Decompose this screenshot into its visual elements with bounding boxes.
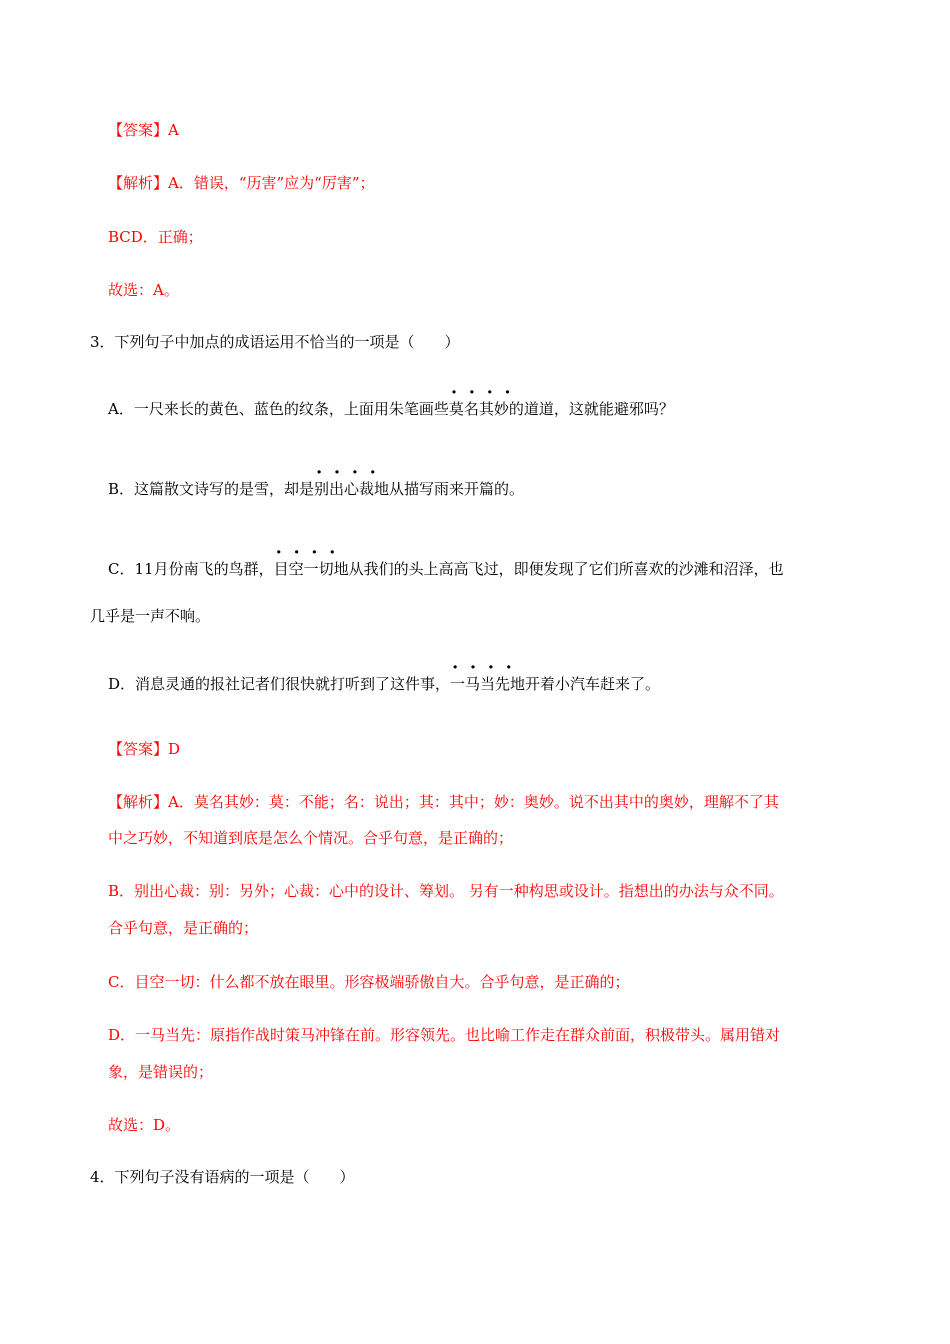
- option-c-post: 地从我们的头上高高飞过，即便发现了它们所喜欢的沙滩和沼泽，也: [333, 560, 784, 578]
- q3-analysis-b-line1: B．别出心裁：别：另外；心裁：心中的设计、筹划。 另有一种构思或设计。指想出的办法与众不同。: [108, 882, 784, 900]
- q3-option-d: [108, 674, 660, 694]
- option-c-emphasized-idiom: · · · · 目空一切: [274, 559, 334, 579]
- option-a-post: 的道道，这就能避邪吗？: [508, 400, 674, 418]
- q2-conclusion: 故选：A。: [108, 281, 179, 299]
- q3-analysis-c-line1: C．目空一切：什么都不放在眼里。形容极端骄傲自大。合乎句意，是正确的；: [108, 973, 630, 991]
- q3-analysis-d-line2: 象，是错误的；: [108, 1063, 214, 1081]
- option-b-post: 地从描写雨来开篇的。: [374, 480, 525, 498]
- option-d-post: 地开着小汽车赶来了。: [510, 675, 661, 693]
- q2-analysis-line2: BCD．正确；: [108, 228, 203, 246]
- option-a-pre: A．一尺来长的黄色、蓝色的纹条，上面用朱笔画些: [108, 400, 449, 418]
- option-c-pre: C．11月份南飞的鸟群，: [108, 560, 274, 578]
- q3-analysis-a-line1: 【解析】A．莫名其妙：莫：不能；名：说出；其：其中；妙：奥妙。说不出其中的奥妙，理解不了其: [108, 793, 779, 811]
- q3-analysis-a-line2: 中之巧妙，不知道到底是怎么个情况。合乎句意，是正确的；: [108, 829, 514, 847]
- q3-stem: 3．下列句子中加点的成语运用不恰当的一项是（ ）: [90, 333, 460, 351]
- q2-answer: 【答案】A: [108, 121, 179, 139]
- option-d-pre: D．消息灵通的报社记者们很快就打听到了这件事，: [108, 675, 451, 693]
- q3-answer: 【答案】D: [108, 740, 181, 758]
- q3-analysis-d-line1: D．一马当先：原指作战时策马冲锋在前。形容领先。也比喻工作走在群众前面，积极带头。属用错对: [108, 1026, 781, 1044]
- q3-option-c-line2: 几乎是一声不响。: [90, 607, 211, 625]
- q3-analysis-b-line2: 合乎句意，是正确的；: [108, 919, 259, 937]
- q3-option-a: [108, 399, 674, 419]
- option-b-emphasized-idiom: · · · · 别出心裁: [314, 479, 374, 499]
- q2-analysis-line1: 【解析】A．错误，“历害”应为“厉害”；: [108, 174, 375, 192]
- q3-conclusion: 故选：D。: [108, 1116, 181, 1134]
- option-a-emphasized-idiom: · · · · 莫名其妙: [449, 399, 509, 419]
- q3-option-b: [108, 479, 524, 499]
- q4-stem: 4．下列句子没有语病的一项是（ ）: [90, 1168, 355, 1186]
- option-d-emphasized-idiom: · · · · 一马当先: [450, 674, 510, 694]
- option-b-pre: B．这篇散文诗写的是雪，却是: [108, 480, 315, 498]
- q3-option-c: [108, 559, 784, 579]
